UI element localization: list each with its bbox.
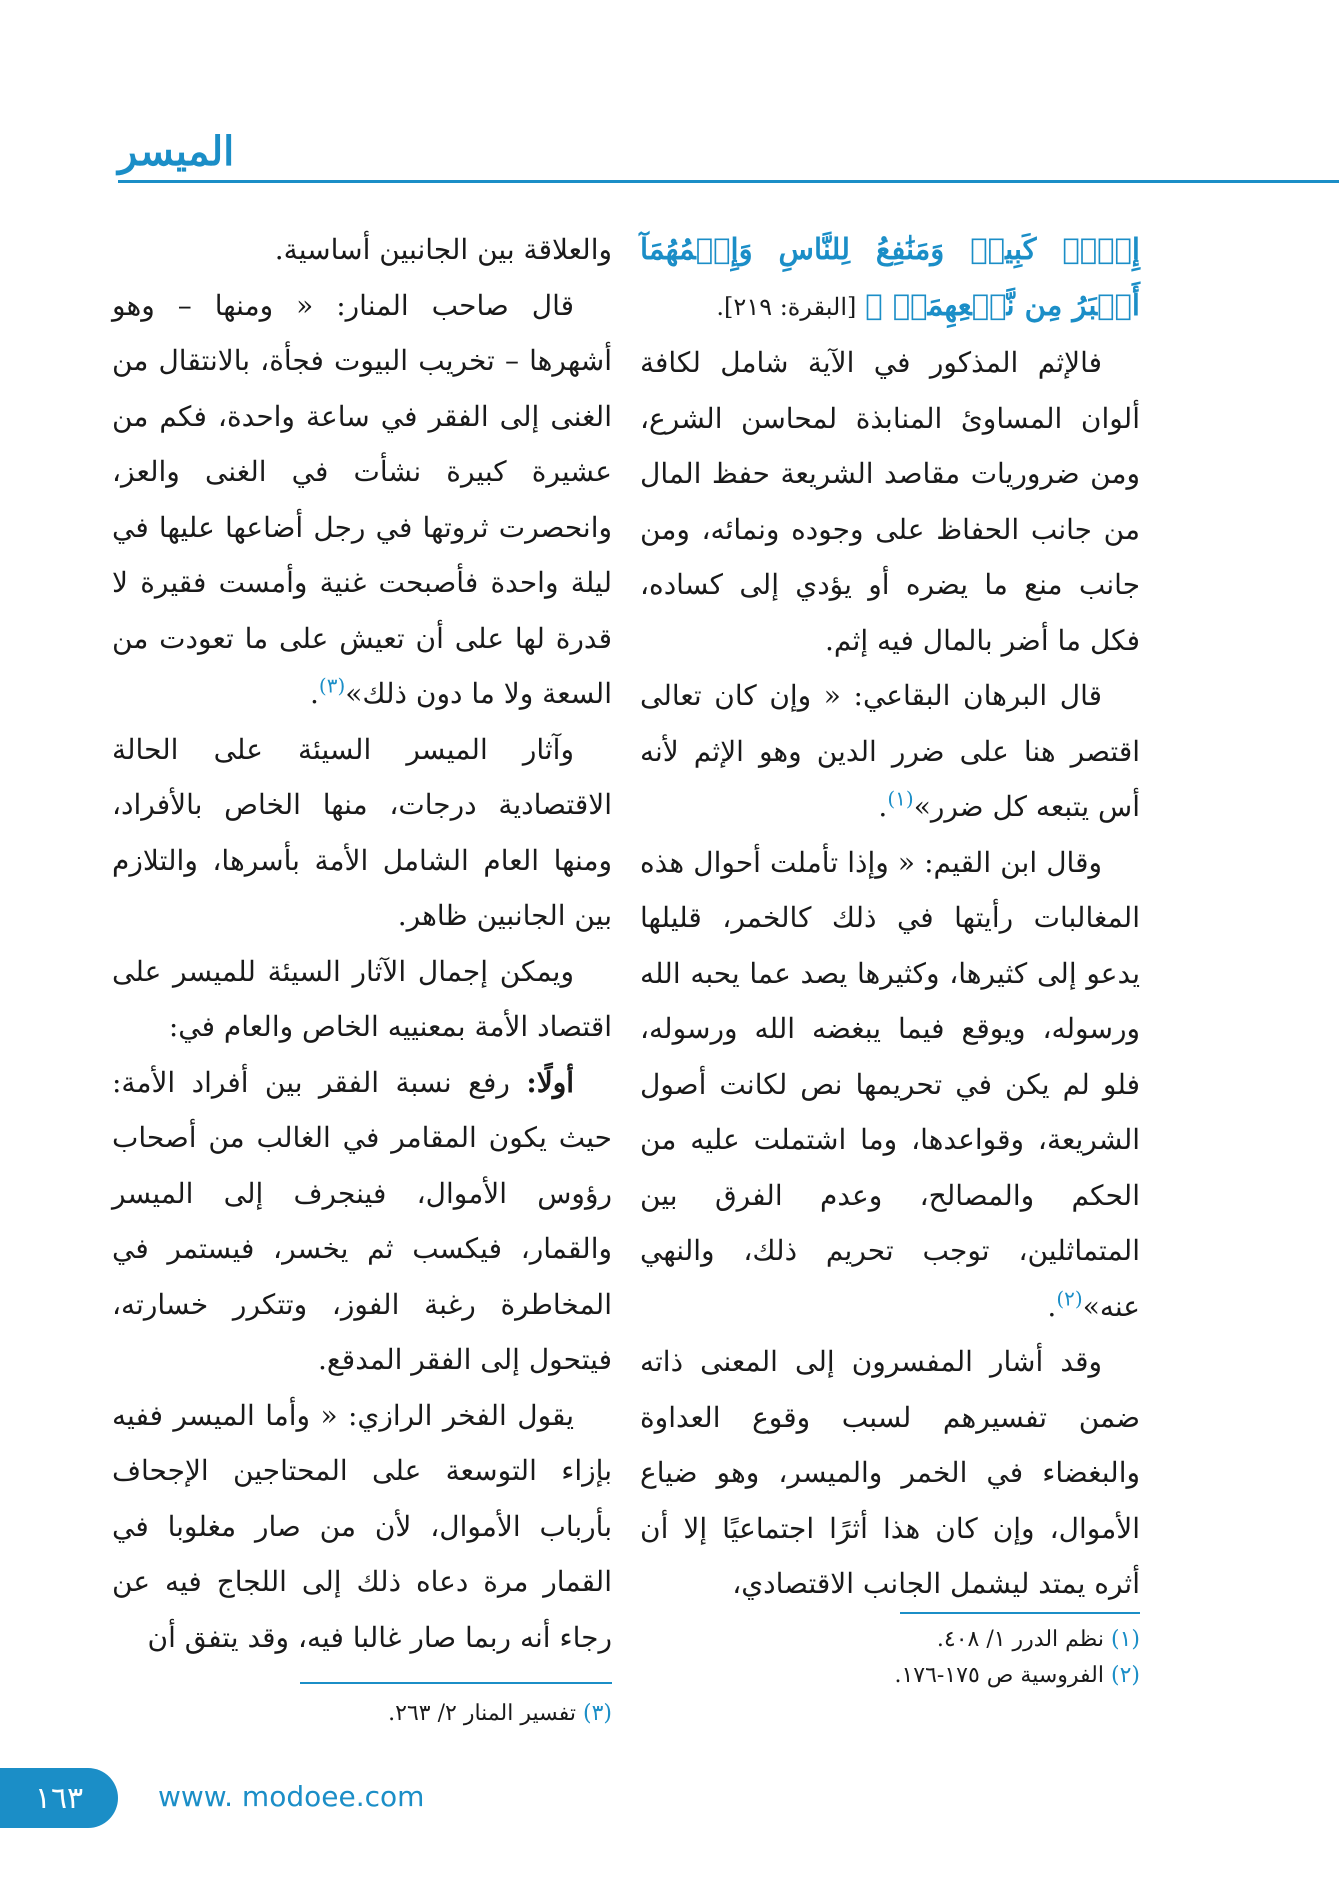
footnote-text: نظم الدرر ١/ ٤٠٨. — [936, 1627, 1104, 1652]
footnote-text: الفروسية ص ١٧٥-١٧٦. — [894, 1663, 1104, 1688]
header-rule — [118, 180, 1339, 183]
paragraph: قال صاحب المنار: « ومنها – وهو أشهرها – تخريب البيوت فجأة، بالانتقال من الغنى إلى الفقر في ساعة واحدة، فكم من عشيرة كبيرة نشأت في الغنى والعز، وانحصرت ثروتها في رجل أضاعها عليها في ليلة واحدة فأصبحت غنية وأمست فقيرة لا قدرة لها على أن تعيش على ما تعودت من السعة ولا ما دون ذلك»$^{(٣)}$. — [112, 288, 612, 710]
paragraph-text: رفع نسبة الفقر بين أفراد الأمة: حيث يكون المقامر في الغالب من أصحاب رؤوس الأموال، فينجرف إلى الميسر والقمار، فيكسب ثم يخسر، فيستمر في المخاطرة رغبة الفوز، وتتكرر خسارته، فيتحول إلى الفقر المدقع. — [112, 1065, 612, 1376]
paragraph: يقول الفخر الرازي: « وأما الميسر ففيه بإزاء التوسعة على المحتاجين الإجحاف بأرباب الأموال، لأن من صار مغلوبا في القمار مرة دعاه ذلك إلى اللجاج فيه عن رجاء أنه ربما صار غالبا فيه، وقد يتفق أن — [112, 1398, 612, 1654]
running-header-title: الميسر — [118, 128, 235, 175]
quran-verse — [640, 222, 1140, 335]
footnote-number: (٢) — [1110, 1663, 1140, 1688]
footnote-item — [640, 1622, 1140, 1658]
footnote-list-right — [640, 1622, 1140, 1694]
footnote-item — [112, 1696, 612, 1732]
paragraph: قال البرهان البقاعي: « وإن كان تعالى اقتصر هنا على ضرر الدين وهو الإثم لأنه أس يتبعه كل ضرر»$^{(١)}$. — [640, 679, 1140, 823]
right-column — [640, 222, 1140, 1612]
footnote-number: (١) — [1110, 1627, 1140, 1652]
footnote-marker[interactable]: (٣) — [318, 673, 346, 698]
paragraph: وآثار الميسر السيئة على الحالة الاقتصادية درجات، منها الخاص بالأفراد، ومنها العام الشامل الأمة بأسرها، والتلازم بين الجانبين ظاهر. — [112, 732, 612, 932]
footnote-marker[interactable]: (١) — [887, 786, 914, 811]
footnote-text: تفسير المنار ٢/ ٢٦٣. — [388, 1701, 576, 1726]
footnote-item — [640, 1658, 1140, 1694]
page-number-tab — [0, 1768, 118, 1828]
footnote-marker[interactable]: (٢) — [1056, 1286, 1083, 1311]
paragraph — [112, 1055, 612, 1388]
paragraph-text: وقال ابن القيم: « وإذا تأملت أحوال هذه المغالبات رأيتها في ذلك كالخمر، قليلها يدعو إلى كثيرها، وكثيرها يصد عما يحبه الله ورسوله، ويوقع فيما يبغضه الله ورسوله، فلو لم يكن في تحريمها نص لكانت أصول الشريعة، وقواعدها، وما اشتملت عليه من الحكم والمصالح، وعدم الفرق بين المتماثلين، توجب تحريم ذلك، والنهي عنه» — [640, 845, 1140, 1323]
footnote-rule-right — [900, 1612, 1140, 1614]
left-column — [112, 222, 612, 1665]
list-lead: أولًا: — [526, 1065, 574, 1099]
paragraph: فالإثم المذكور في الآية شامل لكافة ألوان المساوئ المنابذة لمحاسن الشرع، ومن ضروريات مقاصد الشريعة حفظ المال من جانب الحفاظ على وجوده ونمائه، ومن جانب منع ما يضره أو يؤدي إلى كساده، فكل ما أضر بالمال فيه إثم. — [640, 346, 1140, 657]
paragraph: والعلاقة بين الجانبين أساسية. — [274, 233, 612, 266]
paragraph: ويمكن إجمال الآثار السيئة للميسر على اقتصاد الأمة بمعنييه الخاص والعام في: — [112, 954, 612, 1043]
website-link[interactable]: www. modoee.com — [158, 1780, 425, 1813]
footnote-rule-left — [300, 1682, 612, 1684]
footnote-number: (٣) — [582, 1701, 612, 1726]
paragraph-text: قال صاحب المنار: « ومنها – وهو أشهرها – تخريب البيوت فجأة، بالانتقال من الغنى إلى الفقر في ساعة واحدة، فكم من عشيرة كبيرة نشأت في الغنى والعز، وانحصرت ثروتها في رجل أضاعها عليها في ليلة واحدة فأصبحت غنية وأمست فقيرة لا قدرة لها على أن تعيش على ما تعودت من السعة ولا ما دون ذلك» — [112, 288, 612, 710]
paragraph-text: قال البرهان البقاعي: « وإن كان تعالى اقتصر هنا على ضرر الدين وهو الإثم لأنه أس يتبعه كل ضرر» — [640, 679, 1140, 823]
page-number: ١٦٣ — [34, 1780, 84, 1816]
footnote-list-left — [112, 1696, 612, 1732]
paragraph: وقد أشار المفسرون إلى المعنى ذاته ضمن تفسيرهم لسبب وقوع العداوة والبغضاء في الخمر والميسر، وهو ضياع الأموال، وإن كان هذا أثرًا اجتماعيًا إلا أن أثره يمتد ليشمل الجانب الاقتصادي، — [640, 1345, 1140, 1600]
quran-reference: [البقرة: ٢١٩]. — [716, 292, 857, 321]
quran-text: إِثۡمٞ كَبِيرٞ وَمَنَٰفِعُ لِلنَّاسِ وَإِثۡمُهُمَآ أَكۡبَرُ مِن نَّفۡعِهِمَاۗ ﴾ — [640, 232, 1140, 322]
paragraph: وقال ابن القيم: « وإذا تأملت أحوال هذه المغالبات رأيتها في ذلك كالخمر، قليلها يدعو إلى كثيرها، وكثيرها يصد عما يحبه الله ورسوله، ويوقع فيما يبغضه الله ورسوله، فلو لم يكن في تحريمها نص لكانت أصول الشريعة، وقواعدها، وما اشتملت عليه من الحكم والمصالح، وعدم الفرق بين المتماثلين، توجب تحريم ذلك، والنهي عنه»$^{(٢)}$. — [640, 845, 1140, 1323]
